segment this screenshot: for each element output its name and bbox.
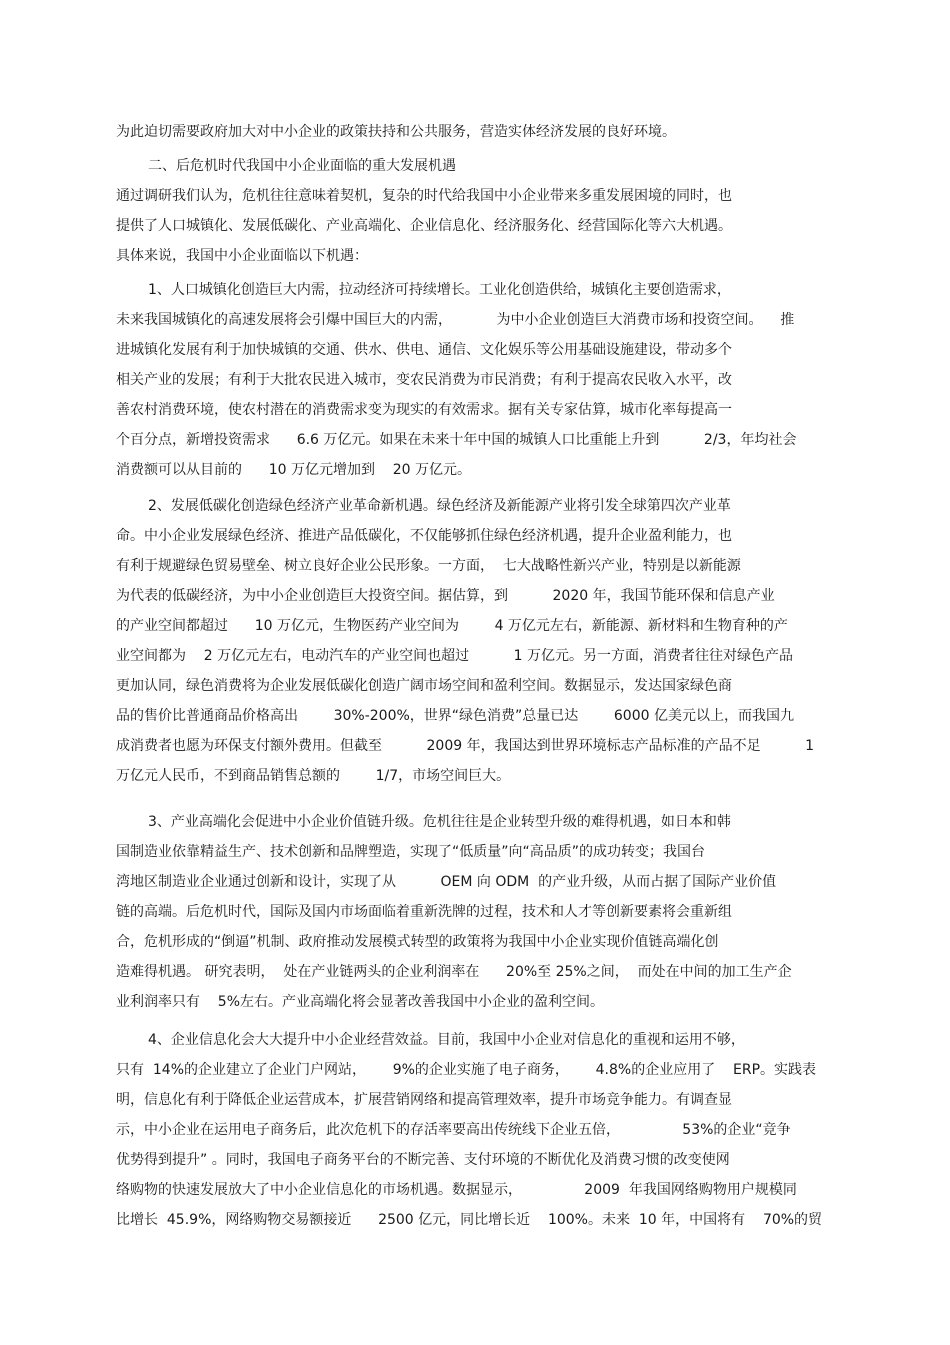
paragraph-line: 示，中小企业在运用电子商务后，此次危机下的存活率要高出传统线下企业五倍， 53%的企业“竞争	[116, 1122, 791, 1138]
paragraph-line: 更加认同，绿色消费将为企业发展低碳化创造广阔市场空间和盈利空间。数据显示，发达国家绿色商	[116, 678, 732, 694]
paragraph-line: 2、发展低碳化创造绿色经济产业革命新机遇。绿色经济及新能源产业将引发全球第四次产业革	[148, 498, 731, 514]
paragraph-line: 业空间都为 2 万亿元左右，电动汽车的产业空间也超过 1 万亿元。另一方面，消费者往往对绿色产品	[116, 648, 794, 664]
paragraph-line: 品的售价比普通商品价格高出 30%-200%，世界“绿色消费”总量已达 6000 亿美元以上，而我国九	[116, 708, 794, 724]
paragraph-line: 造难得机遇。 研究表明， 处在产业链两头的企业利润率在 20%至 25%之间， 而处在中间的加工生产企	[116, 964, 792, 980]
paragraph-line: 具体来说，我国中小企业面临以下机遇：	[116, 248, 368, 264]
paragraph-line: 相关产业的发展；有利于大批农民进入城市，变农民消费为市民消费；有利于提高农民收入水平，改	[116, 372, 732, 388]
section-heading: 二、后危机时代我国中小企业面临的重大发展机遇	[148, 158, 456, 174]
paragraph-line: 链的高端。后危机时代，国际及国内市场面临着重新洗牌的过程，技术和人才等创新要素将会重新组	[116, 904, 732, 920]
paragraph-line: 合，危机形成的“倒逼”机制、政府推动发展模式转型的政策将为我国中小企业实现价值链高端化创	[116, 934, 719, 950]
paragraph-line: 善农村消费环境，使农村潜在的消费需求变为现实的有效需求。据有关专家估算，城市化率每提高一	[116, 402, 732, 418]
paragraph-line: 通过调研我们认为，危机往往意味着契机，复杂的时代给我国中小企业带来多重发展困境的同时，也	[116, 188, 732, 204]
paragraph-line: 命。中小企业发展绿色经济、推进产品低碳化，不仅能够抓住绿色经济机遇，提升企业盈利能力，也	[116, 528, 732, 544]
paragraph-line: 只有 14%的企业建立了企业门户网站， 9%的企业实施了电子商务， 4.8%的企业应用了 ERP。实践表	[116, 1062, 817, 1078]
paragraph-line: 进城镇化发展有利于加快城镇的交通、供水、供电、通信、文化娱乐等公用基础设施建设，带动多个	[116, 342, 732, 358]
paragraph-line: 有利于规避绿色贸易壁垒、树立良好企业公民形象。一方面， 七大战略性新兴产业，特别是以新能源	[116, 558, 741, 574]
paragraph-line: 明，信息化有利于降低企业运营成本，扩展营销网络和提高管理效率，提升市场竞争能力。有调查显	[116, 1092, 732, 1108]
paragraph-line: 4、企业信息化会大大提升中小企业经营效益。目前，我国中小企业对信息化的重视和运用不够，	[148, 1032, 745, 1048]
paragraph-line: 比增长 45.9%，网络购物交易额接近 2500 亿元，同比增长近 100%。未来 10 年，中国将有 70%的贸	[116, 1212, 823, 1228]
paragraph-line: 1、人口城镇化创造巨大内需，拉动经济可持续增长。工业化创造供给，城镇化主要创造需求，	[148, 282, 731, 298]
paragraph-line: 成消费者也愿为环保支付额外费用。但截至 2009 年，我国达到世界环境标志产品标准的产品不足 1	[116, 738, 814, 754]
paragraph-line: 未来我国城镇化的高速发展将会引爆中国巨大的内需， 为中小企业创造巨大消费市场和投资空间。 推	[116, 312, 795, 328]
paragraph-line: 万亿元人民币，不到商品销售总额的 1/7，市场空间巨大。	[116, 768, 511, 784]
paragraph-line: 的产业空间都超过 10 万亿元，生物医药产业空间为 4 万亿元左右，新能源、新材料和生物育种的产	[116, 618, 788, 634]
paragraph-line: 业利润率只有 5%左右。产业高端化将会显著改善我国中小企业的盈利空间。	[116, 994, 605, 1010]
paragraph-line: 湾地区制造业企业通过创新和设计，实现了从 OEM 向 ODM 的产业升级，从而占据了国际产业价值	[116, 874, 777, 890]
paragraph-line: 消费额可以从目前的 10 万亿元增加到 20 万亿元。	[116, 462, 472, 478]
paragraph-line: 为代表的低碳经济，为中小企业创造巨大投资空间。据估算，到 2020 年，我国节能环保和信息产业	[116, 588, 775, 604]
paragraph-line: 优势得到提升” 。同时，我国电子商务平台的不断完善、支付环境的不断优化及消费习惯的改变使网	[116, 1152, 730, 1168]
paragraph-line: 为此迫切需要政府加大对中小企业的政策扶持和公共服务，营造实体经济发展的良好环境。	[116, 124, 676, 140]
paragraph-line: 3、产业高端化会促进中小企业价值链升级。危机往往是企业转型升级的难得机遇，如日本和韩	[148, 814, 731, 830]
paragraph-line: 国制造业依靠精益生产、技术创新和品牌塑造，实现了“低质量”向“高品质”的成功转变；我国台	[116, 844, 706, 860]
paragraph-line: 络购物的快速发展放大了中小企业信息化的市场机遇。数据显示， 2009 年我国网络购物用户规模同	[116, 1182, 797, 1198]
paragraph-line: 提供了人口城镇化、发展低碳化、产业高端化、企业信息化、经济服务化、经营国际化等六大机遇。	[116, 218, 732, 234]
paragraph-line: 个百分点，新增投资需求 6.6 万亿元。如果在未来十年中国的城镇人口比重能上升到 2/3，年均社会	[116, 432, 797, 448]
